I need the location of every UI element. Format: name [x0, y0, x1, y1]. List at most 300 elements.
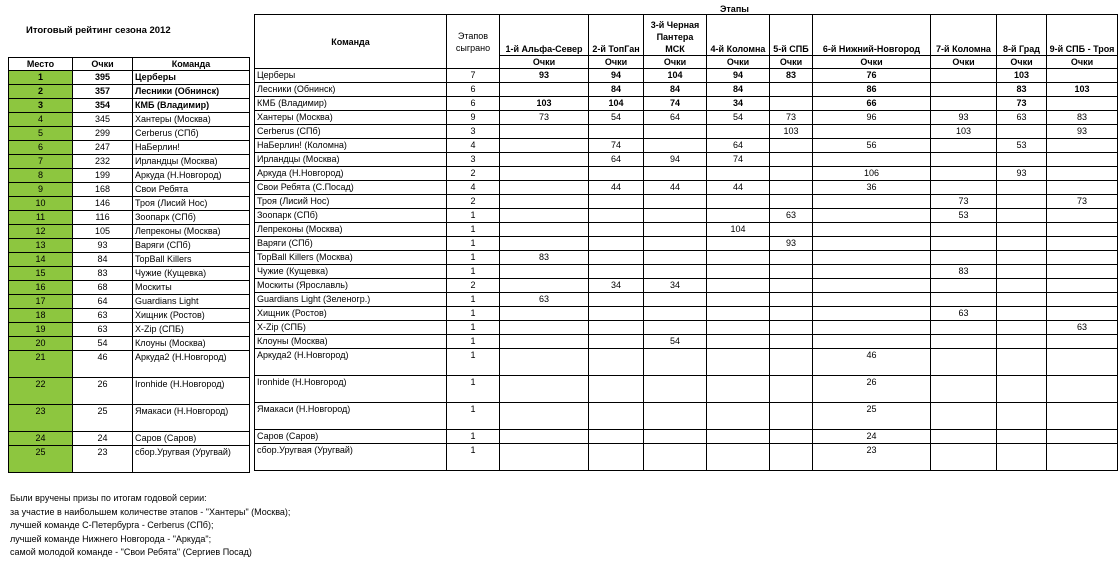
played-cell: 2 [447, 195, 500, 209]
stage-header: 8-й Град [997, 15, 1047, 56]
stage-score-cell [770, 321, 813, 335]
stage-score-cell: 23 [813, 444, 931, 471]
stage-score-cell [931, 376, 997, 403]
stage-score-cell [770, 293, 813, 307]
stage-score-cell: 34 [589, 279, 644, 293]
points-cell: 105 [73, 225, 133, 239]
stage-score-cell [770, 403, 813, 430]
place-cell: 3 [9, 99, 73, 113]
team-header: Команда [133, 58, 250, 71]
team-cell: Церберы [133, 71, 250, 85]
points-cell: 247 [73, 141, 133, 155]
stage-score-cell [997, 307, 1047, 321]
place-cell: 17 [9, 295, 73, 309]
team-cell: Свои Ребята [133, 183, 250, 197]
stage-score-cell [707, 293, 770, 307]
team-cell: Зоопарк (СПб) [133, 211, 250, 225]
stage-score-cell [997, 444, 1047, 471]
played-cell: 9 [447, 111, 500, 125]
stage-score-cell: 53 [931, 209, 997, 223]
stages-title: Этапы [720, 4, 749, 14]
stage-score-cell: 93 [770, 237, 813, 251]
stage-score-cell [500, 223, 589, 237]
stage-score-cell [644, 307, 707, 321]
stage-points-header: Очки [1047, 56, 1118, 69]
table-row [9, 253, 250, 267]
stage-points-header: Очки [644, 56, 707, 69]
stage-score-cell [1047, 376, 1118, 403]
stage-score-cell [589, 251, 644, 265]
played-cell: 1 [447, 430, 500, 444]
table-row [255, 321, 1118, 335]
points-cell: 46 [73, 351, 133, 378]
stage-score-cell [1047, 430, 1118, 444]
points-cell: 232 [73, 155, 133, 169]
stage-score-cell [997, 223, 1047, 237]
table-row [9, 378, 250, 405]
stage-score-cell [813, 335, 931, 349]
stage-score-cell [813, 321, 931, 335]
stage-score-cell: 106 [813, 167, 931, 181]
stage-score-cell [997, 251, 1047, 265]
stage-score-cell [770, 139, 813, 153]
stage-score-cell [589, 195, 644, 209]
points-cell: 63 [73, 309, 133, 323]
stage-score-cell: 73 [770, 111, 813, 125]
stage-score-cell [1047, 403, 1118, 430]
stage-score-cell: 63 [500, 293, 589, 307]
table-row [9, 183, 250, 197]
stage-score-cell [813, 251, 931, 265]
table-row [9, 351, 250, 378]
table-row [255, 307, 1118, 321]
stage-score-cell [813, 223, 931, 237]
team-cell: Guardians Light [133, 295, 250, 309]
played-cell: 1 [447, 251, 500, 265]
prizes-line: лучшей команде Нижнего Новгорода - "Аркуда"; [10, 533, 212, 544]
stage-score-cell [707, 349, 770, 376]
place-cell: 5 [9, 127, 73, 141]
table-row [9, 169, 250, 183]
table-row [9, 113, 250, 127]
points-cell: 146 [73, 197, 133, 211]
team-cell: Москиты [133, 281, 250, 295]
stage-score-cell [644, 444, 707, 471]
stage-score-cell: 104 [589, 97, 644, 111]
stage-score-cell [707, 430, 770, 444]
stage-score-cell [997, 237, 1047, 251]
played-cell: 1 [447, 209, 500, 223]
played-cell: 1 [447, 223, 500, 237]
place-cell: 13 [9, 239, 73, 253]
points-cell: 25 [73, 405, 133, 432]
team-cell: Хищник (Ростов) [133, 309, 250, 323]
stage-score-cell: 84 [707, 83, 770, 97]
stage-score-cell: 24 [813, 430, 931, 444]
stage-score-cell [644, 237, 707, 251]
stage-score-cell [931, 181, 997, 195]
stage-score-cell [770, 376, 813, 403]
stage-score-cell [1047, 209, 1118, 223]
stage-score-cell: 63 [931, 307, 997, 321]
stage-score-cell [644, 125, 707, 139]
team-cell: Хищник (Ростов) [255, 307, 447, 321]
table-row [255, 195, 1118, 209]
points-cell: 84 [73, 253, 133, 267]
table-row [9, 197, 250, 211]
team-cell: Ironhide (Н.Новгород) [255, 376, 447, 403]
stage-points-header: Очки [997, 56, 1047, 69]
stages-table [254, 14, 1118, 471]
played-cell: 1 [447, 293, 500, 307]
place-cell: 1 [9, 71, 73, 85]
stage-score-cell [644, 321, 707, 335]
played-cell: 3 [447, 125, 500, 139]
table-row [9, 127, 250, 141]
stage-score-cell [770, 265, 813, 279]
stage-points-header: Очки [931, 56, 997, 69]
stage-score-cell [931, 430, 997, 444]
stage-score-cell [931, 444, 997, 471]
points-cell: 345 [73, 113, 133, 127]
stage-score-cell: 93 [931, 111, 997, 125]
team-cell: Варяги (СПб) [255, 237, 447, 251]
prizes-line: лучшей команде С-Петербурга - Cerberus (СПб); [10, 520, 214, 530]
played-cell: 4 [447, 139, 500, 153]
stage-score-cell [931, 153, 997, 167]
stage-score-cell [931, 293, 997, 307]
stage-score-cell [644, 265, 707, 279]
team-cell: Саров (Саров) [133, 432, 250, 446]
stage-score-cell [931, 167, 997, 181]
place-cell: 14 [9, 253, 73, 267]
stage-score-cell: 86 [813, 83, 931, 97]
team-cell: Москиты (Ярославль) [255, 279, 447, 293]
stage-score-cell [644, 139, 707, 153]
stage-score-cell [997, 125, 1047, 139]
table-row [255, 335, 1118, 349]
stage-score-cell [707, 321, 770, 335]
prizes-note [10, 492, 290, 560]
team-cell: Ямакаси (Н.Новгород) [255, 403, 447, 430]
team-cell: Лепреконы (Москва) [255, 223, 447, 237]
team-cell: Cerberus (СПб) [133, 127, 250, 141]
stage-score-cell: 84 [589, 83, 644, 97]
stage-score-cell: 83 [1047, 111, 1118, 125]
stage-score-cell [997, 376, 1047, 403]
stage-score-cell: 74 [589, 139, 644, 153]
stage-score-cell [997, 430, 1047, 444]
table-row [255, 349, 1118, 376]
team-cell: КМБ (Владимир) [133, 99, 250, 113]
stage-score-cell: 54 [589, 111, 644, 125]
stage-header: 9-й СПБ - Троя [1047, 15, 1118, 56]
place-cell: 11 [9, 211, 73, 225]
points-cell: 64 [73, 295, 133, 309]
stage-score-cell [931, 251, 997, 265]
place-cell: 15 [9, 267, 73, 281]
stage-score-cell [707, 279, 770, 293]
team-cell: Ирландцы (Москва) [255, 153, 447, 167]
table-row [9, 225, 250, 239]
table-row [9, 432, 250, 446]
stage-score-cell [589, 307, 644, 321]
stage-score-cell: 54 [644, 335, 707, 349]
stage-score-cell [707, 251, 770, 265]
stage-score-cell [500, 335, 589, 349]
table-row [9, 239, 250, 253]
table-row [9, 323, 250, 337]
played-cell: 1 [447, 376, 500, 403]
table-row [9, 446, 250, 473]
table-row [9, 141, 250, 155]
points-cell: 68 [73, 281, 133, 295]
team-cell: Лесники (Обнинск) [133, 85, 250, 99]
stage-score-cell [500, 349, 589, 376]
stage-score-cell [931, 403, 997, 430]
stage-score-cell [931, 279, 997, 293]
team-cell: TopBall Killers (Москва) [255, 251, 447, 265]
team-cell: НаБерлин! (Коломна) [255, 139, 447, 153]
points-cell: 93 [73, 239, 133, 253]
stage-score-cell [770, 153, 813, 167]
stage-score-cell [997, 265, 1047, 279]
stage-score-cell: 56 [813, 139, 931, 153]
points-cell: 83 [73, 267, 133, 281]
stage-score-cell: 103 [997, 69, 1047, 83]
team-cell: Чужие (Кущевка) [133, 267, 250, 281]
stage-score-cell [770, 195, 813, 209]
stage-score-cell [813, 307, 931, 321]
points-cell: 357 [73, 85, 133, 99]
team-cell: Ironhide (Н.Новгород) [133, 378, 250, 405]
stage-score-cell [500, 195, 589, 209]
stage-score-cell [770, 97, 813, 111]
stage-score-cell [931, 223, 997, 237]
stage-score-cell [589, 265, 644, 279]
stage-score-cell [589, 293, 644, 307]
stage-score-cell [500, 265, 589, 279]
stage-score-cell: 64 [644, 111, 707, 125]
stage-score-cell: 84 [644, 83, 707, 97]
stage-score-cell: 83 [770, 69, 813, 83]
stage-score-cell [589, 167, 644, 181]
team-cell: НаБерлин! [133, 141, 250, 155]
stage-score-cell [707, 376, 770, 403]
stage-score-cell: 93 [1047, 125, 1118, 139]
table-row [255, 83, 1118, 97]
stage-score-cell [931, 321, 997, 335]
team-cell: Зоопарк (СПб) [255, 209, 447, 223]
stage-score-cell [1047, 139, 1118, 153]
table-row [255, 69, 1118, 83]
prizes-line: Были вручены призы по итогам годовой серии: [10, 493, 207, 503]
points-cell: 116 [73, 211, 133, 225]
stage-score-cell [997, 349, 1047, 376]
stage-score-cell [500, 376, 589, 403]
stage-score-cell: 34 [644, 279, 707, 293]
played-cell: 7 [447, 69, 500, 83]
stage-score-cell [707, 167, 770, 181]
stage-score-cell [500, 167, 589, 181]
stage-score-cell [1047, 69, 1118, 83]
stage-score-cell [1047, 349, 1118, 376]
place-cell: 9 [9, 183, 73, 197]
table-row [255, 376, 1118, 403]
stage-score-cell [770, 181, 813, 195]
stage-score-cell [1047, 153, 1118, 167]
stage-score-cell [707, 307, 770, 321]
stage-score-cell: 26 [813, 376, 931, 403]
stage-score-cell [500, 307, 589, 321]
stage-score-cell [500, 181, 589, 195]
stage-score-cell [500, 153, 589, 167]
table-row [255, 293, 1118, 307]
team-cell: КМБ (Владимир) [255, 97, 447, 111]
stage-score-cell [589, 321, 644, 335]
stage-score-cell [813, 293, 931, 307]
team-cell: X-Zip (СПБ) [133, 323, 250, 337]
place-cell: 18 [9, 309, 73, 323]
stage-score-cell: 83 [997, 83, 1047, 97]
stage-score-cell [997, 195, 1047, 209]
team-cell: Аркуда (Н.Новгород) [255, 167, 447, 181]
stage-header: 1-й Альфа-Север [500, 15, 589, 56]
played-cell: 1 [447, 335, 500, 349]
place-cell: 6 [9, 141, 73, 155]
place-cell: 10 [9, 197, 73, 211]
stage-score-cell [707, 125, 770, 139]
stage-score-cell [1047, 223, 1118, 237]
stage-score-cell [500, 83, 589, 97]
table-row [255, 111, 1118, 125]
stage-score-cell [707, 209, 770, 223]
stage-score-cell [1047, 307, 1118, 321]
stage-score-cell [644, 251, 707, 265]
table-row [255, 125, 1118, 139]
stage-score-cell: 103 [931, 125, 997, 139]
place-cell: 21 [9, 351, 73, 378]
points-header: Очки [73, 58, 133, 71]
stage-score-cell [589, 403, 644, 430]
place-cell: 19 [9, 323, 73, 337]
stage-points-header: Очки [589, 56, 644, 69]
stage-score-cell [813, 265, 931, 279]
stage-score-cell [500, 279, 589, 293]
table-row [9, 267, 250, 281]
stage-score-cell: 94 [707, 69, 770, 83]
stage-score-cell: 94 [644, 153, 707, 167]
stage-score-cell [500, 237, 589, 251]
stage-score-cell: 44 [707, 181, 770, 195]
team-cell: Аркуда (Н.Новгород) [133, 169, 250, 183]
stage-score-cell [997, 209, 1047, 223]
stage-score-cell [707, 403, 770, 430]
team-cell: Ирландцы (Москва) [133, 155, 250, 169]
stage-points-header: Очки [500, 56, 589, 69]
stage-score-cell [931, 97, 997, 111]
stage-score-cell [1047, 251, 1118, 265]
stage-score-cell [500, 403, 589, 430]
table-row [255, 167, 1118, 181]
table-row [9, 99, 250, 113]
team-cell: Свои Ребята (С.Посад) [255, 181, 447, 195]
place-cell: 24 [9, 432, 73, 446]
stage-score-cell [1047, 97, 1118, 111]
stage-score-cell [770, 307, 813, 321]
stage-score-cell: 103 [500, 97, 589, 111]
stage-score-cell: 73 [997, 97, 1047, 111]
stage-score-cell [997, 181, 1047, 195]
prizes-line: самой молодой команде - "Свои Ребята" (Сергиев Посад) [10, 547, 252, 557]
place-cell: 2 [9, 85, 73, 99]
table-row [255, 251, 1118, 265]
stage-score-cell [500, 430, 589, 444]
table-row [9, 337, 250, 351]
team-cell: Клоуны (Москва) [255, 335, 447, 349]
team-cell: Троя (Лисий Нос) [255, 195, 447, 209]
stage-score-cell [1047, 167, 1118, 181]
points-cell: 24 [73, 432, 133, 446]
table-row [255, 403, 1118, 430]
stage-score-cell: 63 [770, 209, 813, 223]
stage-header: 7-й Коломна [931, 15, 997, 56]
stage-score-cell: 104 [707, 223, 770, 237]
played-cell: 4 [447, 181, 500, 195]
stage-score-cell [813, 209, 931, 223]
team-cell: сбор.Уругвая (Уругвай) [133, 446, 250, 473]
team-cell: Лесники (Обнинск) [255, 83, 447, 97]
stage-score-cell: 104 [644, 69, 707, 83]
played-cell: 3 [447, 153, 500, 167]
stage-score-cell [1047, 335, 1118, 349]
stage-score-cell [707, 335, 770, 349]
stage-score-cell [589, 335, 644, 349]
stage-header: 2-й ТопГан [589, 15, 644, 56]
played-cell: 1 [447, 307, 500, 321]
stage-score-cell [1047, 293, 1118, 307]
page-title: Итоговый рейтинг сезона 2012 [26, 25, 171, 36]
team-cell: Варяги (СПб) [133, 239, 250, 253]
stage-score-cell: 63 [1047, 321, 1118, 335]
table-row [255, 153, 1118, 167]
team-cell: X-Zip (СПБ) [255, 321, 447, 335]
stage-score-cell [644, 167, 707, 181]
table-row [255, 265, 1118, 279]
points-cell: 168 [73, 183, 133, 197]
stage-header: 6-й Нижний-Новгород [813, 15, 931, 56]
stage-score-cell [1047, 444, 1118, 471]
team-cell: Аркуда2 (Н.Новгород) [133, 351, 250, 378]
stage-score-cell [589, 223, 644, 237]
stage-score-cell: 83 [500, 251, 589, 265]
stage-score-cell [644, 349, 707, 376]
played-cell: 1 [447, 444, 500, 471]
stage-score-cell [644, 209, 707, 223]
stage-score-cell [813, 195, 931, 209]
stage-score-cell [931, 349, 997, 376]
place-cell: 7 [9, 155, 73, 169]
stage-score-cell [707, 265, 770, 279]
stage-score-cell [644, 430, 707, 444]
stage-points-header: Очки [813, 56, 931, 69]
team-cell: Церберы [255, 69, 447, 83]
stage-score-cell [770, 167, 813, 181]
stage-score-cell: 53 [997, 139, 1047, 153]
stage-score-cell [997, 403, 1047, 430]
stage-score-cell [644, 293, 707, 307]
stage-score-cell: 64 [589, 153, 644, 167]
